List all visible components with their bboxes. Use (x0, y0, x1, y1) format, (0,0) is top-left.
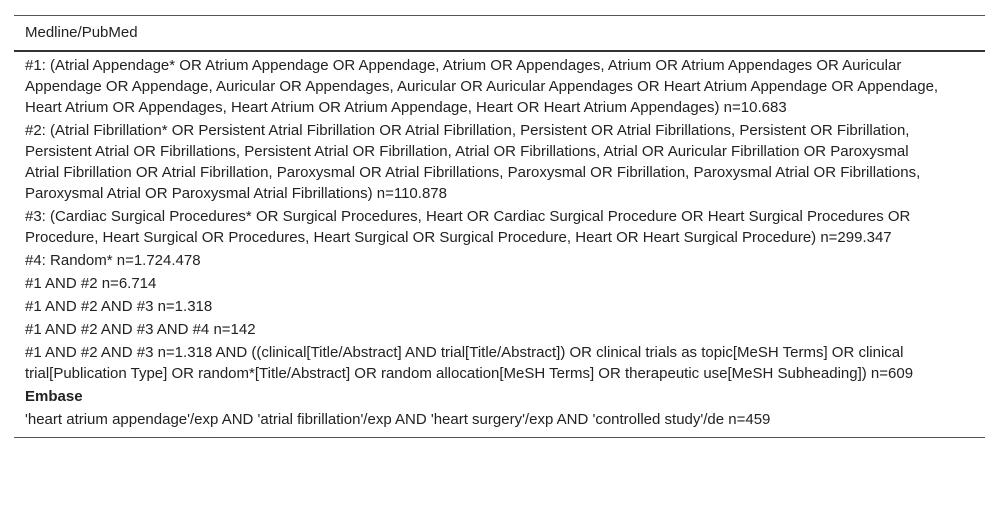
query-row-2 (14, 119, 985, 205)
query-row-8 (14, 341, 985, 385)
query-row-1 (14, 51, 985, 119)
header-medline-pubmed: Medline/PubMed (14, 16, 985, 52)
query-text: 'heart atrium appendage'/exp AND 'atrial fibrillation'/exp AND 'heart surgery'/exp AND 'controlled study'/de n=459 (25, 411, 771, 428)
query-row-5 (14, 272, 985, 295)
query-row-4 (14, 249, 985, 272)
query-text: #1 AND #2 n=6.714 (25, 275, 157, 292)
query-text: #1 AND #2 AND #3 n=1.318 AND ((clinical[Title/Abstract] AND trial[Title/Abstract]) OR clinical trials as topic[MeSH Terms] OR clinical trial[Publication Type] OR random*[Title/Abstract] OR random allocation[MeSH Terms] OR therapeutic use[MeSH Subheading]) n=609 (25, 344, 914, 382)
query-text: #3: (Cardiac Surgical Procedures* OR Surgical Procedures, Heart OR Cardiac Surgical Procedure OR Heart Surgical Procedures OR Procedure, Heart Surgical OR Procedures, Heart Surgical OR Surgical Procedure, Heart OR Heart Surgical Procedure) n=299.347 (25, 208, 911, 246)
query-row-6 (14, 295, 985, 318)
query-text: #1: (Atrial Appendage* OR Atrium Appendage OR Appendage, Atrium OR Appendages, Atrium OR Atrium Appendages OR Auricular Appendage OR Appendage, Auricular OR Appendages, Auricular OR Auricular Appendages OR Heart Atrium Appendage OR Appendage, Heart Atrium OR Appendages, Heart Atrium OR Atrium Appendage, Heart OR Heart Atrium Appendages) n=10.683 (25, 57, 939, 116)
query-row-embase (14, 408, 985, 438)
search-strategy-table (14, 15, 985, 438)
header-row (14, 16, 985, 52)
query-row-7 (14, 318, 985, 341)
table-header (14, 16, 985, 52)
query-text: #1 AND #2 AND #3 n=1.318 (25, 298, 213, 315)
section-heading-row (14, 385, 985, 408)
query-text: #4: Random* n=1.724.478 (25, 252, 201, 269)
query-text: #1 AND #2 AND #3 AND #4 n=142 (25, 321, 256, 338)
table-body (14, 51, 985, 438)
query-text: #2: (Atrial Fibrillation* OR Persistent Atrial Fibrillation OR Atrial Fibrillation, Persistent OR Atrial Fibrillations, Persistent OR Fibrillation, Persistent Atrial OR Fibrillations, Persistent Atrial OR Fibrillation, Atrial OR Fibrillations, Atrial OR Auricular Fibrillation OR Paroxysmal Atrial Fibrillation OR Atrial Fibrillation, Paroxysmal OR Atrial Fibrillations, Paroxysmal OR Fibrillation, Paroxysmal Atrial OR Fibrillations, Paroxysmal Atrial OR Paroxysmal Atrial Fibrillations) n=110.878 (25, 122, 921, 202)
query-row-3 (14, 205, 985, 249)
section-heading-embase: Embase (25, 388, 83, 405)
